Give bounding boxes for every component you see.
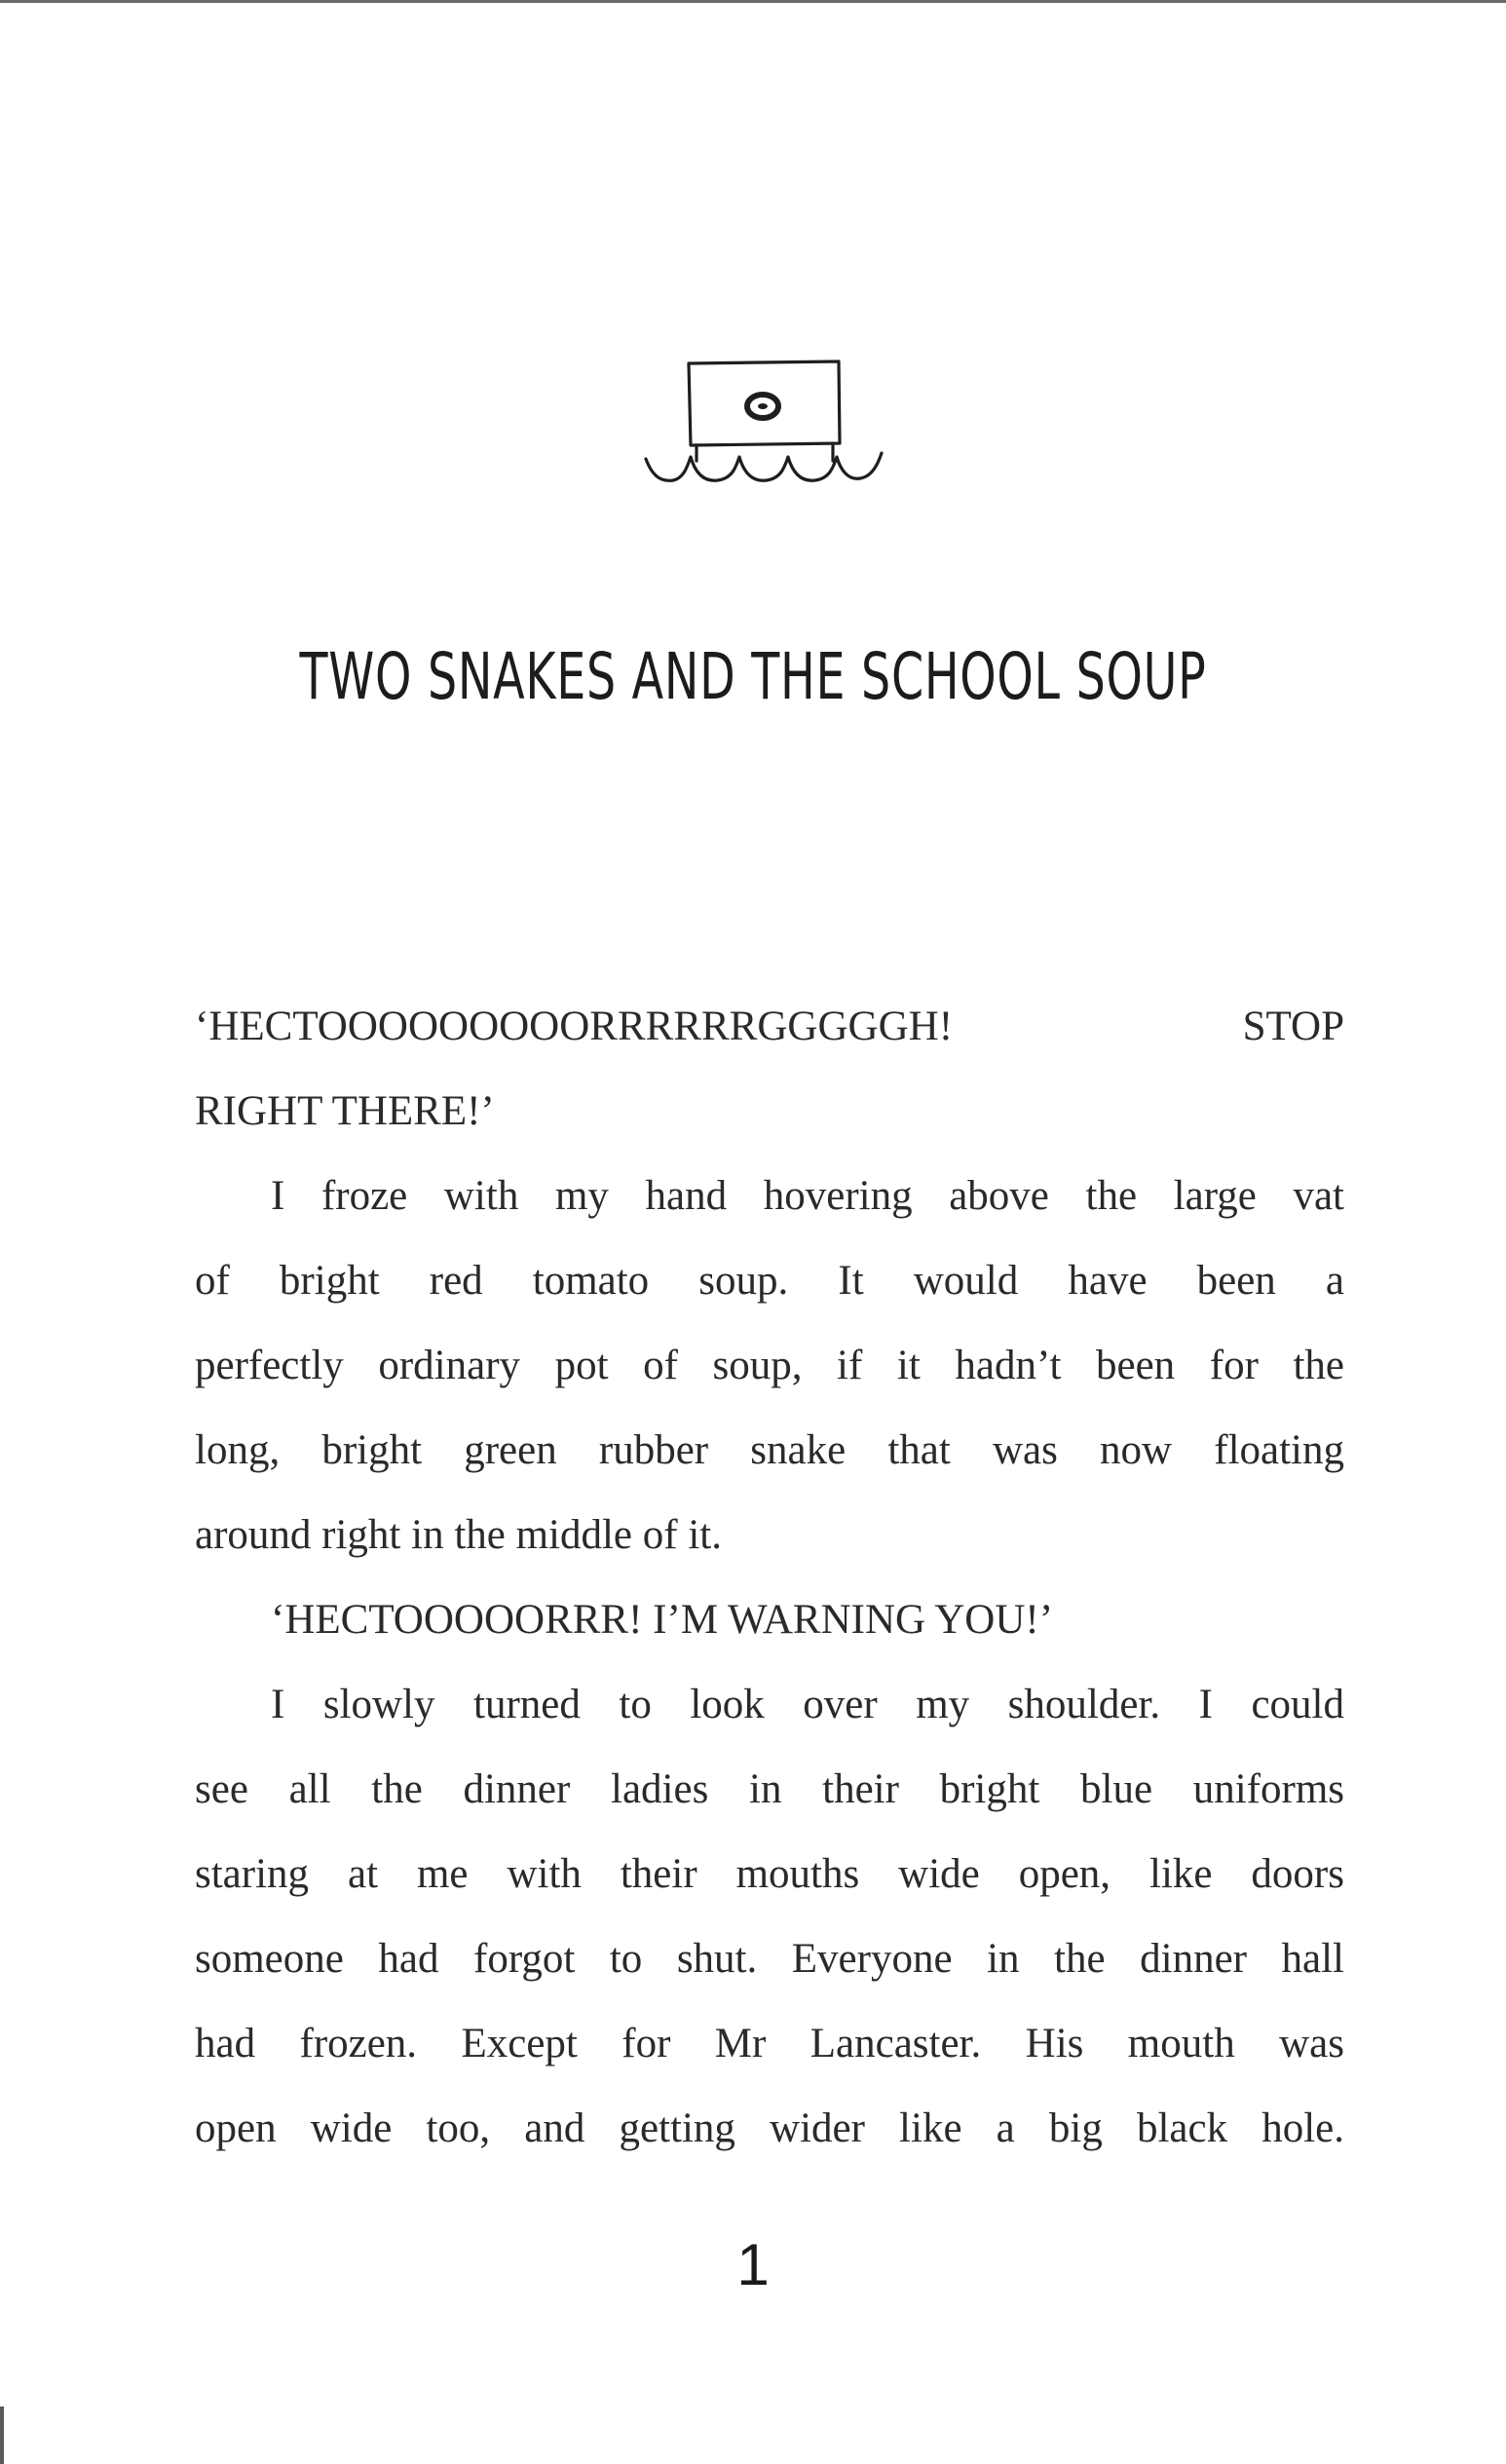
body-line: someone had forgot to shut. Everyone in the dinner hall — [195, 1936, 1344, 1982]
soup-pot-icon — [638, 356, 891, 507]
body-line: open wide too, and getting wider like a big black hole. — [195, 2105, 1344, 2151]
body-line: of bright red tomato soup. It would have been a — [195, 1258, 1344, 1304]
body-line: RIGHT THERE!’ — [195, 1088, 495, 1134]
body-line: ‘HECTOOOOOOOOORRRRRRGGGGGH! STOP — [195, 1004, 1344, 1049]
page-left-edge — [0, 2407, 4, 2464]
body-line: long, bright green rubber snake that was now floating — [195, 1427, 1344, 1473]
body-line: perfectly ordinary pot of soup, if it hadn’t been for the — [195, 1343, 1344, 1388]
chapter-title: TWO SNAKES AND THE SCHOOL SOUP — [299, 639, 1207, 714]
body-line: staring at me with their mouths wide open, like doors — [195, 1851, 1344, 1897]
chapter-body-text — [195, 984, 1344, 2171]
page-top-edge — [0, 0, 1506, 3]
body-line: had frozen. Except for Mr Lancaster. His mouth was — [195, 2021, 1344, 2066]
page-number: 1 — [736, 2232, 770, 2297]
body-line: around right in the middle of it. — [195, 1512, 722, 1558]
body-line: see all the dinner ladies in their bright blue uniforms — [195, 1766, 1344, 1812]
body-line: ‘HECTOOOOORRR! I’M WARNING YOU!’ — [271, 1597, 1054, 1643]
body-line: I froze with my hand hovering above the large vat — [271, 1173, 1344, 1219]
body-line: I slowly turned to look over my shoulder. I could — [271, 1682, 1344, 1727]
